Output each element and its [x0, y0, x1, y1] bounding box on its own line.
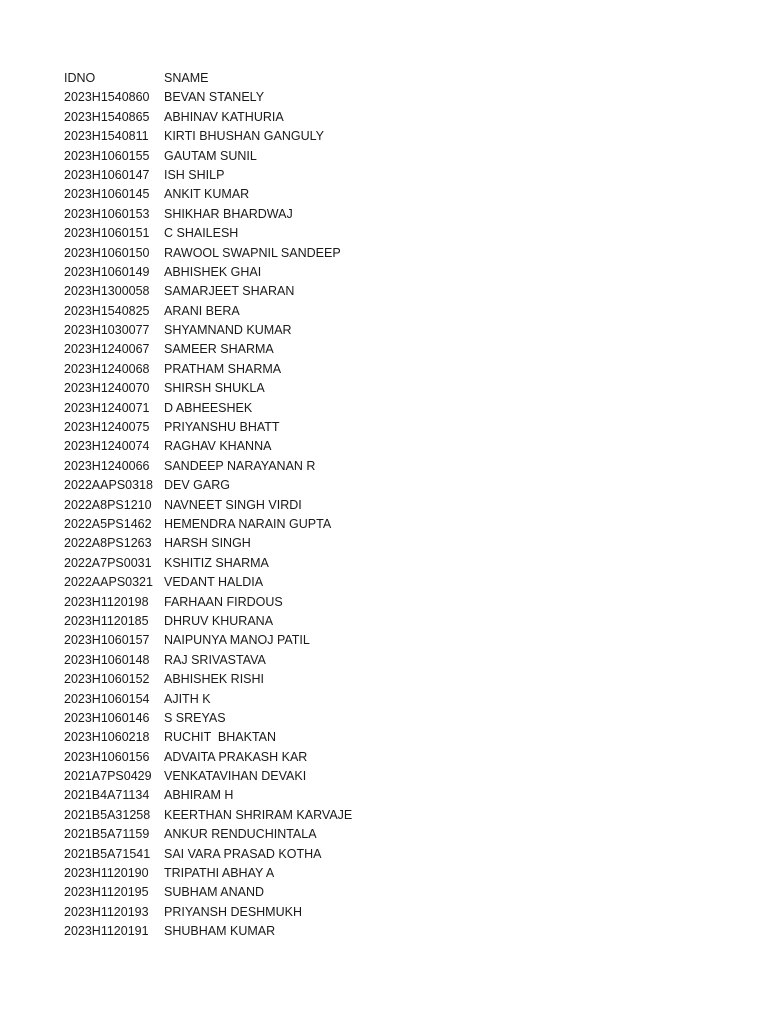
cell-sname: KEERTHAN SHRIRAM KARVAJE	[164, 807, 353, 822]
cell-idno: 2023H1240071	[64, 400, 150, 415]
cell-idno: 2023H1540825	[64, 303, 150, 318]
cell-sname: SAMEER SHARMA	[164, 342, 274, 357]
cell-idno: 2022A8PS1210	[64, 497, 152, 512]
cell-sname: SHIRSH SHUKLA	[164, 381, 265, 396]
cell-idno: 2023H1240075	[64, 420, 150, 435]
cell-sname: SHUBHAM KUMAR	[164, 924, 276, 939]
cell-idno: 2023H1060151	[64, 226, 150, 241]
cell-idno: 2023H1300058	[64, 284, 150, 299]
table-row	[64, 418, 704, 437]
cell-idno: 2023H1060157	[64, 633, 150, 648]
table-row	[64, 496, 704, 515]
cell-sname: ABHINAV KATHURIA	[164, 109, 284, 124]
cell-sname: ABHISHEK GHAI	[164, 264, 262, 279]
cell-sname: RAGHAV KHANNA	[164, 439, 272, 454]
table-row	[64, 185, 704, 204]
cell-idno: 2023H1120191	[64, 924, 149, 939]
cell-sname: ABHIRAM H	[164, 788, 234, 803]
cell-sname: ISH SHILP	[164, 167, 225, 182]
cell-idno: 2021A7PS0429	[64, 769, 152, 784]
cell-sname: ADVAITA PRAKASH KAR	[164, 749, 308, 764]
cell-idno: 2023H1060153	[64, 206, 150, 221]
table-row	[64, 748, 704, 767]
table-row	[64, 379, 704, 398]
table-row	[64, 806, 704, 825]
cell-sname: HARSH SINGH	[164, 536, 251, 551]
table-row	[64, 457, 704, 476]
cell-sname: DHRUV KHURANA	[164, 613, 274, 628]
cell-sname: FARHAAN FIRDOUS	[164, 594, 283, 609]
table-row	[64, 786, 704, 805]
cell-idno: 2023H1060155	[64, 148, 150, 163]
cell-sname: VENKATAVIHAN DEVAKI	[164, 769, 307, 784]
table-header-row	[64, 69, 704, 88]
cell-idno: 2021B5A71159	[64, 827, 150, 842]
cell-idno: 2023H1060150	[64, 245, 150, 260]
cell-sname: PRIYANSHU BHATT	[164, 420, 280, 435]
cell-sname: SUBHAM ANAND	[164, 885, 265, 900]
cell-sname: SANDEEP NARAYANAN R	[164, 458, 316, 473]
cell-idno: 2022AAPS0318	[64, 478, 153, 493]
cell-idno: 2023H1240074	[64, 439, 150, 454]
cell-idno: 2023H1120193	[64, 904, 149, 919]
table-row	[64, 147, 704, 166]
table-row	[64, 534, 704, 553]
table-row	[64, 631, 704, 650]
table-row	[64, 205, 704, 224]
cell-idno: 2023H1240066	[64, 458, 150, 473]
table-row	[64, 108, 704, 127]
cell-sname: C SHAILESH	[164, 226, 239, 241]
cell-idno: 2023H1060154	[64, 691, 150, 706]
cell-idno: 2023H1060146	[64, 710, 150, 725]
cell-idno: 2023H1240067	[64, 342, 150, 357]
cell-sname: S SREYAS	[164, 710, 226, 725]
cell-idno: 2023H1060149	[64, 264, 150, 279]
cell-sname: RUCHIT BHAKTAN	[164, 730, 277, 745]
cell-idno: 2022AAPS0321	[64, 575, 153, 590]
cell-sname: RAJ SRIVASTAVA	[164, 652, 266, 667]
table-row	[64, 573, 704, 592]
cell-idno: 2023H1240068	[64, 361, 150, 376]
cell-sname: NAVNEET SINGH VIRDI	[164, 497, 302, 512]
table-row	[64, 670, 704, 689]
cell-sname: ABHISHEK RISHI	[164, 672, 265, 687]
cell-idno: 2023H1120195	[64, 885, 149, 900]
table-row	[64, 166, 704, 185]
cell-sname: PRIYANSH DESHMUKH	[164, 904, 302, 919]
cell-idno: 2023H1060156	[64, 749, 150, 764]
table-row	[64, 340, 704, 359]
table-row	[64, 593, 704, 612]
cell-sname: DEV GARG	[164, 478, 230, 493]
cell-sname: SAI VARA PRASAD KOTHA	[164, 846, 322, 861]
cell-idno: 2021B4A71134	[64, 788, 150, 803]
table-row	[64, 515, 704, 534]
cell-sname: D ABHEESHEK	[164, 400, 253, 415]
table-row	[64, 554, 704, 573]
cell-sname: TRIPATHI ABHAY A	[164, 866, 275, 881]
cell-sname: AJITH K	[164, 691, 211, 706]
table-row	[64, 127, 704, 146]
cell-sname: ARANI BERA	[164, 303, 240, 318]
cell-idno: 2023H1060152	[64, 672, 150, 687]
cell-idno: 2022A7PS0031	[64, 555, 152, 570]
student-list-table	[64, 69, 704, 942]
table-row	[64, 845, 704, 864]
column-header-idno: IDNO	[64, 71, 96, 85]
cell-sname: ANKUR RENDUCHINTALA	[164, 827, 317, 842]
table-row	[64, 302, 704, 321]
table-row	[64, 360, 704, 379]
cell-sname: RAWOOL SWAPNIL SANDEEP	[164, 245, 341, 260]
table-row	[64, 282, 704, 301]
table-row	[64, 651, 704, 670]
table-row	[64, 224, 704, 243]
table-body	[64, 88, 704, 941]
cell-sname: SHIKHAR BHARDWAJ	[164, 206, 293, 221]
cell-sname: ANKIT KUMAR	[164, 187, 250, 202]
cell-sname: BEVAN STANELY	[164, 90, 265, 105]
table-row	[64, 690, 704, 709]
table-row	[64, 728, 704, 747]
cell-sname: PRATHAM SHARMA	[164, 361, 282, 376]
cell-sname: GAUTAM SUNIL	[164, 148, 257, 163]
table-row	[64, 864, 704, 883]
table-row	[64, 321, 704, 340]
cell-idno: 2023H1540865	[64, 109, 150, 124]
cell-sname: KIRTI BHUSHAN GANGULY	[164, 129, 324, 144]
table-row	[64, 825, 704, 844]
table-row	[64, 612, 704, 631]
cell-idno: 2023H1540811	[64, 129, 149, 144]
cell-sname: KSHITIZ SHARMA	[164, 555, 269, 570]
table-row	[64, 476, 704, 495]
cell-idno: 2023H1060148	[64, 652, 150, 667]
table-row	[64, 903, 704, 922]
table-row	[64, 922, 704, 941]
table-row	[64, 883, 704, 902]
table-row	[64, 88, 704, 107]
cell-idno: 2023H1540860	[64, 90, 150, 105]
cell-idno: 2023H1060147	[64, 167, 150, 182]
cell-sname: NAIPUNYA MANOJ PATIL	[164, 633, 310, 648]
table-row	[64, 437, 704, 456]
cell-idno: 2023H1120185	[64, 613, 149, 628]
cell-idno: 2023H1120198	[64, 594, 149, 609]
cell-idno: 2023H1060218	[64, 730, 150, 745]
cell-idno: 2023H1120190	[64, 866, 149, 881]
cell-sname: SHYAMNAND KUMAR	[164, 323, 292, 338]
cell-idno: 2022A8PS1263	[64, 536, 152, 551]
cell-idno: 2023H1060145	[64, 187, 150, 202]
cell-sname: SAMARJEET SHARAN	[164, 284, 295, 299]
cell-sname: VEDANT HALDIA	[164, 575, 264, 590]
table-row	[64, 709, 704, 728]
table-row	[64, 263, 704, 282]
cell-idno: 2021B5A71541	[64, 846, 151, 861]
table-row	[64, 244, 704, 263]
cell-idno: 2022A5PS1462	[64, 516, 152, 531]
cell-idno: 2023H1240070	[64, 381, 150, 396]
column-header-sname: SNAME	[164, 71, 209, 85]
cell-sname: HEMENDRA NARAIN GUPTA	[164, 516, 332, 531]
cell-idno: 2023H1030077	[64, 323, 150, 338]
table-row	[64, 767, 704, 786]
table-row	[64, 399, 704, 418]
cell-idno: 2021B5A31258	[64, 807, 151, 822]
